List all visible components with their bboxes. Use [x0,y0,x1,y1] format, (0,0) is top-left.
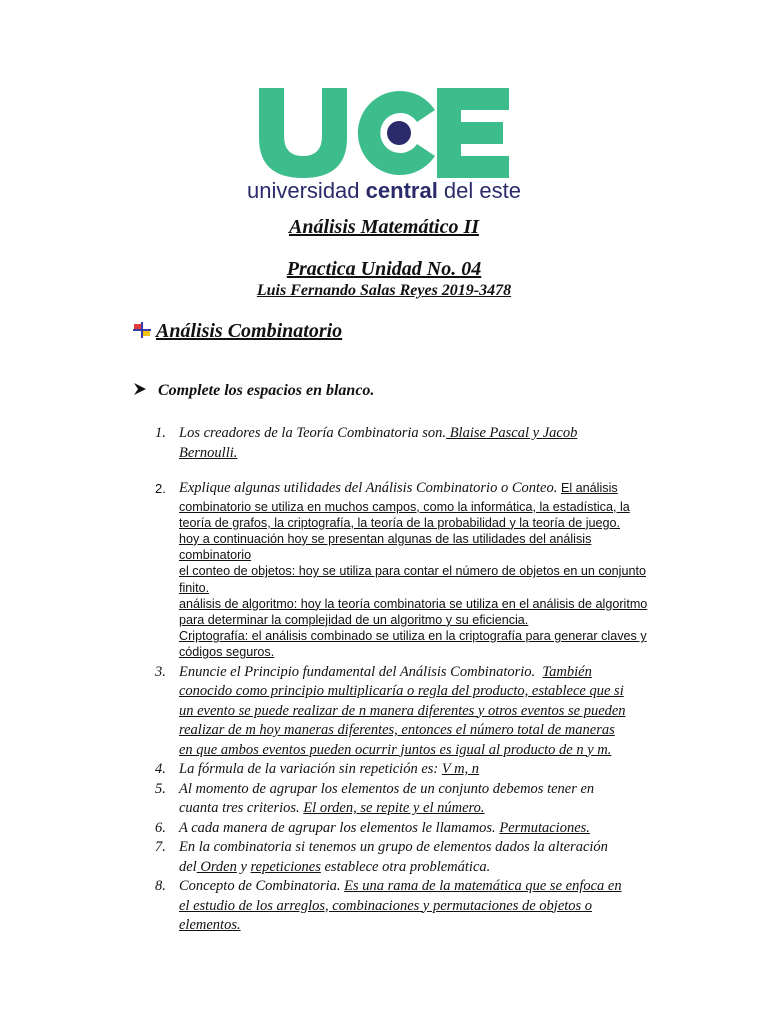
instruction [134,382,374,400]
list-item: 4. La fórmula de la variación sin repetición es: V m, n [155,761,480,778]
uce-tagline: universidad central del este [247,178,521,203]
list-item: 6. A cada manera de agrupar los elementos le llamamos. Permutaciones. [155,819,590,836]
section-title: Análisis Combinatorio [156,320,343,342]
bullet-cross-icon [132,321,152,337]
list-item: 1. Los creadores de la Teoría Combinatoria son. Blaise Pascal y Jacob Bernoulli. [155,425,578,461]
page-subtitle: Practica Unidad No. 04 [286,258,482,280]
list-item: 8. Concepto de Combinatoria. Es una rama de la matemática que se enfoca en el estudio de los arreglos, combinaciones y permutaciones de objetos o elementos. [155,878,622,934]
instruction-text: Complete los espacios en blanco. [158,382,375,399]
page-title: Análisis Matemático II [288,216,480,238]
list-item: 5. Al momento de agrupar los elementos de un conjunto debemos tener en cuanta tres criterios. El orden, se repite y el número. [155,780,595,817]
arrow-bullet-icon [134,382,150,400]
section-heading [132,320,342,343]
list-item: 2. Explique algunas utilidades del Análisis Combinatorio o Conteo. El análisis combinatorio se utiliza en muchos campos, como la informática, la estadística, la teoría de grafos, la criptografía, la teoría de la probabilidad y la teoría de juego. hoy a continuación hoy se presentan algunas de las utilidades del análisis combinatorio el conteo de objetos: hoy se utiliza para contar el número de objetos en un conjunto finito. análisis de algoritmo: hoy la teoría combinatoria se utiliza en el análisis de algoritmo para determinar la complejidad de un algoritmo y su eficiencia. Criptografía: el análisis combinado se utiliza en la criptografía para generar claves y códigos seguros. [155,479,660,661]
answer-block: combinatorio se utiliza en muchos campos, como la informática, la estadística, la teoría de grafos, la criptografía, la teoría de la probabilidad y la teoría de juego. hoy a continuación hoy se presentan algunas de las utilidades del análisis combinatorio el conteo de objetos: hoy se utiliza para contar el número de objetos en un conjunto finito. análisis de algoritmo: hoy la teoría combinatoria se utiliza en el análisis de algoritmo para determinar la complejidad de un algoritmo y su eficiencia. Criptografía: el análisis combinado se utiliza en la criptografía para generar claves y códigos seguros. [179,499,648,660]
uce-logo [247,84,521,203]
author-line: Luis Fernando Salas Reyes 2019-3478 [256,282,512,299]
list-item: 3. Enuncie el Principio fundamental del Análisis Combinatorio. También conocido como principio multiplicaría o regla del producto, establece que si un evento se puede realizar de n manera diferentes y otros eventos se pueden realizar de m hoy maneras diferentes, entonces el número total de maneras en que ambos eventos pueden ocurrir juntos es igual al producto de n y m. [155,663,626,758]
question-list [155,424,660,936]
list-item: 7. En la combinatoria si tenemos un grupo de elementos dados la alteración del Orden y repeticiones establece otra problemática. [155,839,608,875]
